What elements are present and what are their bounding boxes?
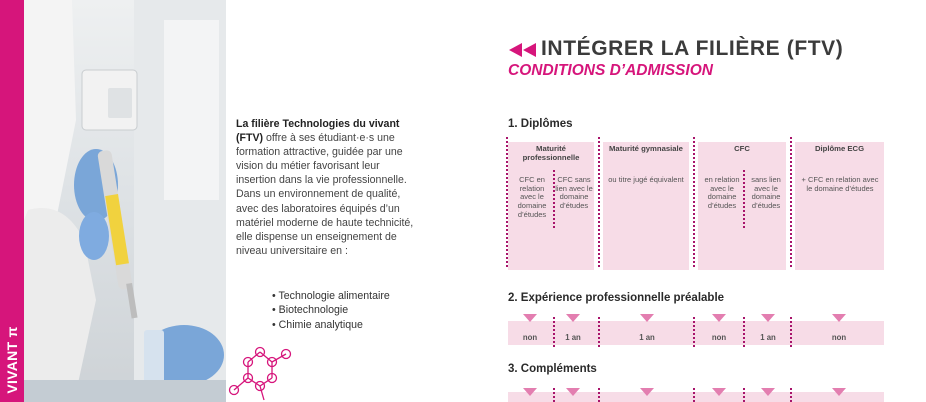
arrow-down-icon — [761, 314, 775, 322]
dotted-separator — [790, 388, 792, 402]
arrow-down-icon — [640, 388, 654, 396]
experience-value: non — [522, 333, 538, 342]
intro-body: offre à ses étudiant·e·s une formation attractive, guidée par une vision du métier favorisant leur insertion dans la vie professionnelle. — [236, 132, 407, 187]
dotted-separator — [553, 317, 555, 347]
dotted-separator — [598, 137, 600, 267]
intro-text — [236, 117, 422, 258]
arrow-down-icon — [832, 388, 846, 396]
dotted-separator — [743, 170, 745, 228]
arrow-down-icon — [761, 388, 775, 396]
intro-lead: La filière Technologies du vivant (FTV) — [236, 118, 400, 145]
section-diplomes-heading: 1. Diplômes — [508, 118, 573, 130]
molecule-icon — [220, 340, 300, 402]
experience-value: 1 an — [565, 333, 581, 342]
dotted-separator — [693, 317, 695, 347]
lab-photo — [24, 0, 226, 402]
arrow-down-icon — [523, 314, 537, 322]
dotted-separator — [790, 317, 792, 347]
intro-body-2: Dans un environnement de qualité, avec des laboratoires équipés d’un matériel moderne de haute technicité, elle dispense un enseignement de niveau universitaire en : — [236, 188, 414, 257]
section-complements-heading: 3. Compléments — [508, 363, 597, 375]
experience-value: non — [831, 333, 847, 342]
diploma-header: CFC — [734, 144, 750, 153]
experience-value: 1 an — [760, 333, 776, 342]
experience-value: 1 an — [639, 333, 655, 342]
dotted-separator — [790, 137, 792, 267]
arrow-down-icon — [640, 314, 654, 322]
diploma-header: Maturité gymnasiale — [609, 144, 683, 153]
diploma-cell: ou titre jugé équivalent — [608, 175, 684, 184]
section-experience-heading: 2. Expérience professionnelle préalable — [508, 292, 725, 304]
arrow-down-icon — [566, 388, 580, 396]
list-item: • Technologie alimentaire — [272, 289, 390, 303]
dotted-separator — [693, 137, 695, 267]
double-arrow-icon — [508, 42, 538, 58]
diploma-cell: sans lien avec le domaine d’études — [751, 175, 781, 211]
diploma-header: Diplôme ECG — [814, 144, 865, 153]
dotted-separator — [553, 170, 555, 228]
page-subtitle: CONDITIONS D’ADMISSION — [508, 62, 713, 79]
dotted-separator — [598, 388, 600, 402]
list-item: • Chimie analytique — [272, 318, 390, 332]
arrow-down-icon — [523, 388, 537, 396]
diploma-column-ecg — [795, 142, 884, 270]
arrow-down-icon — [832, 314, 846, 322]
diploma-header: Maturité professionnelle — [522, 144, 580, 162]
dotted-separator — [693, 388, 695, 402]
lab-photo-illustration — [24, 0, 226, 402]
experience-value: non — [711, 333, 727, 342]
dotted-separator — [553, 388, 555, 402]
side-label: VIVANT π — [4, 326, 20, 394]
program-list — [272, 289, 390, 332]
page-title: INTÉGRER LA FILIÈRE (FTV) — [541, 37, 844, 60]
diploma-cell: + CFC en relation avec le domaine d’études — [801, 175, 879, 193]
diploma-cell: CFC sans lien avec le domaine d’études — [555, 175, 593, 211]
dotted-separator — [743, 388, 745, 402]
arrow-down-icon — [712, 314, 726, 322]
list-item: • Biotechnologie — [272, 303, 390, 317]
diploma-cell: en relation avec le domaine d’études — [704, 175, 740, 211]
diploma-column-maturite-gym — [603, 142, 689, 270]
dotted-separator — [506, 137, 508, 267]
arrow-down-icon — [566, 314, 580, 322]
complements-band — [508, 392, 884, 402]
dotted-separator — [598, 317, 600, 347]
dotted-separator — [743, 317, 745, 347]
arrow-down-icon — [712, 388, 726, 396]
diploma-cell: CFC en relation avec le domaine d’études — [517, 175, 547, 219]
